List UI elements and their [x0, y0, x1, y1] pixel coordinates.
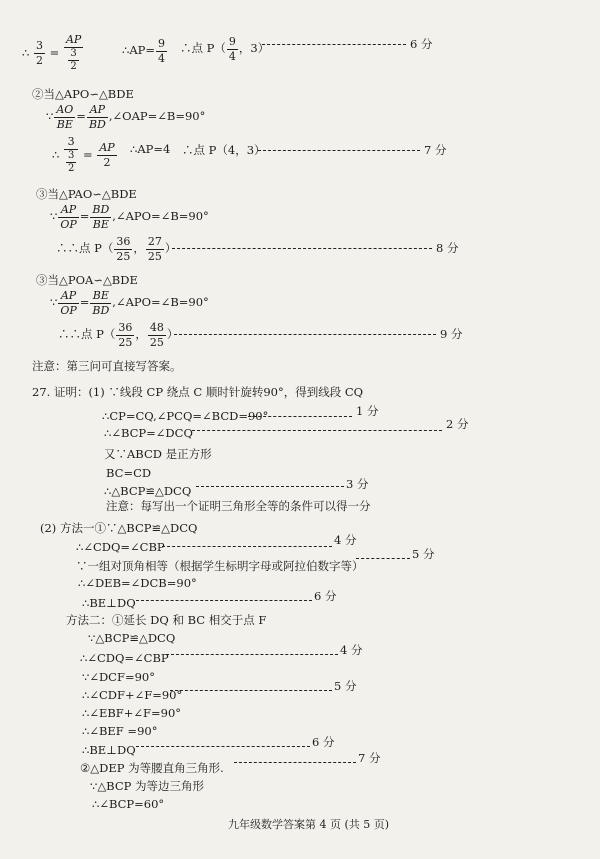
score-label: 8 分 — [436, 241, 459, 255]
score-label: 1 分 — [356, 404, 379, 418]
fraction: $\frac{48}{25}$ — [149, 321, 164, 349]
note: 注意：每写出一个证明三角形全等的条件可以得一分 — [106, 499, 371, 513]
fraction: $\frac{36}{25}$ — [116, 235, 131, 263]
score-label: 3 分 — [346, 477, 369, 491]
method-heading: 方法二：①延长 DQ 和 BC 相交于点 F — [66, 613, 267, 627]
score-leader — [170, 690, 332, 691]
score-leader — [234, 762, 356, 763]
proof-line: ②△DEP 为等腰直角三角形. — [80, 761, 224, 775]
eq-line-6: ∵ $\frac{AP}{OP}$ = $\frac{BE}{BD}$ ,∠APO=∠B=90° — [50, 289, 209, 317]
score-leader — [136, 746, 310, 747]
fraction: $\frac{AP}{BD}$ — [88, 103, 106, 131]
question-heading: 27. 证明：(1) ∵线段 CP 绕点 C 顺时针旋转90°，得到线段 CQ — [32, 385, 364, 399]
therefore-symbol: ∴ — [22, 45, 30, 60]
fraction: $\frac{36}{25}$ — [118, 321, 133, 349]
eq-line-2: ∵ $\frac{AO}{BE}$ = $\frac{AP}{BD}$ ,∠OAP=∠B=90° — [46, 103, 206, 131]
score-leader — [196, 486, 344, 487]
point-p-result: ∴点 P（ $\frac{9}{4}$ ，3） — [180, 35, 270, 63]
ap-result: ∴AP=4 — [130, 142, 171, 156]
score-leader — [136, 600, 312, 601]
fraction: $\frac{AP}{2}$ — [99, 141, 115, 169]
proof-line: ∴∠EBF+∠F=90° — [82, 706, 182, 720]
case-heading: ③当△POA∽△BDE — [36, 273, 138, 287]
fraction: $\frac{AP}{OP}$ — [60, 203, 77, 231]
proof-line: ∵△BCP 为等边三角形 — [90, 779, 205, 793]
eq-line-4: ∵ $\frac{AP}{OP}$ = $\frac{BD}{BE}$ ,∠APO=∠B=90° — [50, 203, 209, 231]
proof-line: ∴BE⊥DQ — [82, 596, 136, 610]
score-leader — [258, 150, 420, 151]
point-p-result: ∴点 P（4，3） — [182, 143, 266, 157]
fraction: $\frac{AO}{BE}$ — [56, 103, 74, 131]
fraction: $\frac{9}{4}$ — [158, 37, 165, 65]
proof-line: ∵△BCP≌△DCQ — [88, 631, 176, 645]
proof-line: ∵一组对顶角相等（根据学生标明字母或阿拉伯数字等） — [76, 559, 364, 573]
fraction: $\frac{AP}{\frac{3}{2}}$ — [65, 33, 82, 73]
score-leader — [192, 430, 442, 431]
ap-result: ∴AP= $\frac{9}{4}$ — [122, 37, 165, 65]
proof-line: ∴CP=CQ,∠PCQ=∠BCD=90° — [102, 409, 269, 423]
note: 注意：第三问可直接写答案。 — [32, 359, 182, 373]
case-heading: ②当△APO∽△BDE — [32, 87, 134, 101]
proof-line: 又∵ABCD 是正方形 — [104, 447, 212, 461]
score-label: 2 分 — [446, 417, 469, 431]
proof-line: ∴∠BEF =90° — [82, 724, 158, 738]
fraction: $\frac{BE}{BD}$ — [92, 289, 110, 317]
score-label: 6 分 — [312, 735, 335, 749]
case-heading: ③当△PAO∽△BDE — [36, 187, 137, 201]
score-label: 7 分 — [358, 751, 381, 765]
fraction: $\frac{27}{25}$ — [147, 235, 162, 263]
score-leader — [174, 334, 436, 335]
score-label: 4 分 — [340, 643, 363, 657]
proof-line: ∴∠BCP=∠DCQ — [104, 426, 193, 440]
score-label: 9 分 — [440, 327, 463, 341]
proof-line: ∴∠CDF+∠F=90° — [82, 688, 183, 702]
eq-line-3: ∴ $\frac{3}{\frac{3}{2}}$ = $\frac{AP}{2}$ — [52, 135, 115, 175]
score-label: 7 分 — [424, 143, 447, 157]
eq-line-1: ∴ $\frac{3}{2}$ = $\frac{AP}{\frac{3}{2}}$ — [22, 33, 82, 73]
eq-line-5: ∴∴点 P（ $\frac{36}{25}$ ， $\frac{27}{25}$ ） — [56, 235, 177, 263]
proof-line: ∴BE⊥DQ — [82, 743, 136, 757]
score-leader — [262, 44, 406, 45]
proof-line: ∴∠BCP=60° — [92, 797, 165, 811]
eq-line-7: ∴∴点 P（ $\frac{36}{25}$ ， $\frac{48}{25}$ ） — [58, 321, 179, 349]
score-label: 6 分 — [314, 589, 337, 603]
score-label: 6 分 — [410, 37, 433, 51]
score-leader — [162, 546, 332, 547]
score-label: 5 分 — [412, 547, 435, 561]
proof-line: ∴∠CDQ=∠CBP — [80, 651, 169, 665]
proof-line: ∴∠CDQ=∠CBP — [76, 540, 165, 554]
fraction: $\frac{BD}{BE}$ — [92, 203, 110, 231]
score-label: 5 分 — [334, 679, 357, 693]
score-leader — [172, 248, 432, 249]
proof-line: ∵∠DCF=90° — [82, 670, 155, 684]
page-footer: 九年级数学答案第 4 页 (共 5 页) — [228, 818, 390, 831]
proof-line: ∴△BCP≌△DCQ — [104, 484, 192, 498]
method-heading: (2) 方法一①∵△BCP≌△DCQ — [40, 521, 198, 535]
score-label: 4 分 — [334, 533, 357, 547]
proof-line: BC=CD — [106, 466, 152, 480]
score-leader — [356, 558, 410, 559]
fraction: $\frac{3}{\frac{3}{2}}$ — [64, 136, 78, 175]
fraction: $\frac{9}{4}$ — [228, 35, 236, 63]
fraction: $\frac{AP}{OP}$ — [60, 289, 77, 317]
proof-line: ∴∠DEB=∠DCB=90° — [78, 576, 197, 590]
score-leader — [248, 416, 352, 417]
score-leader — [166, 654, 338, 655]
fraction: $\frac{3}{2}$ — [35, 39, 43, 67]
